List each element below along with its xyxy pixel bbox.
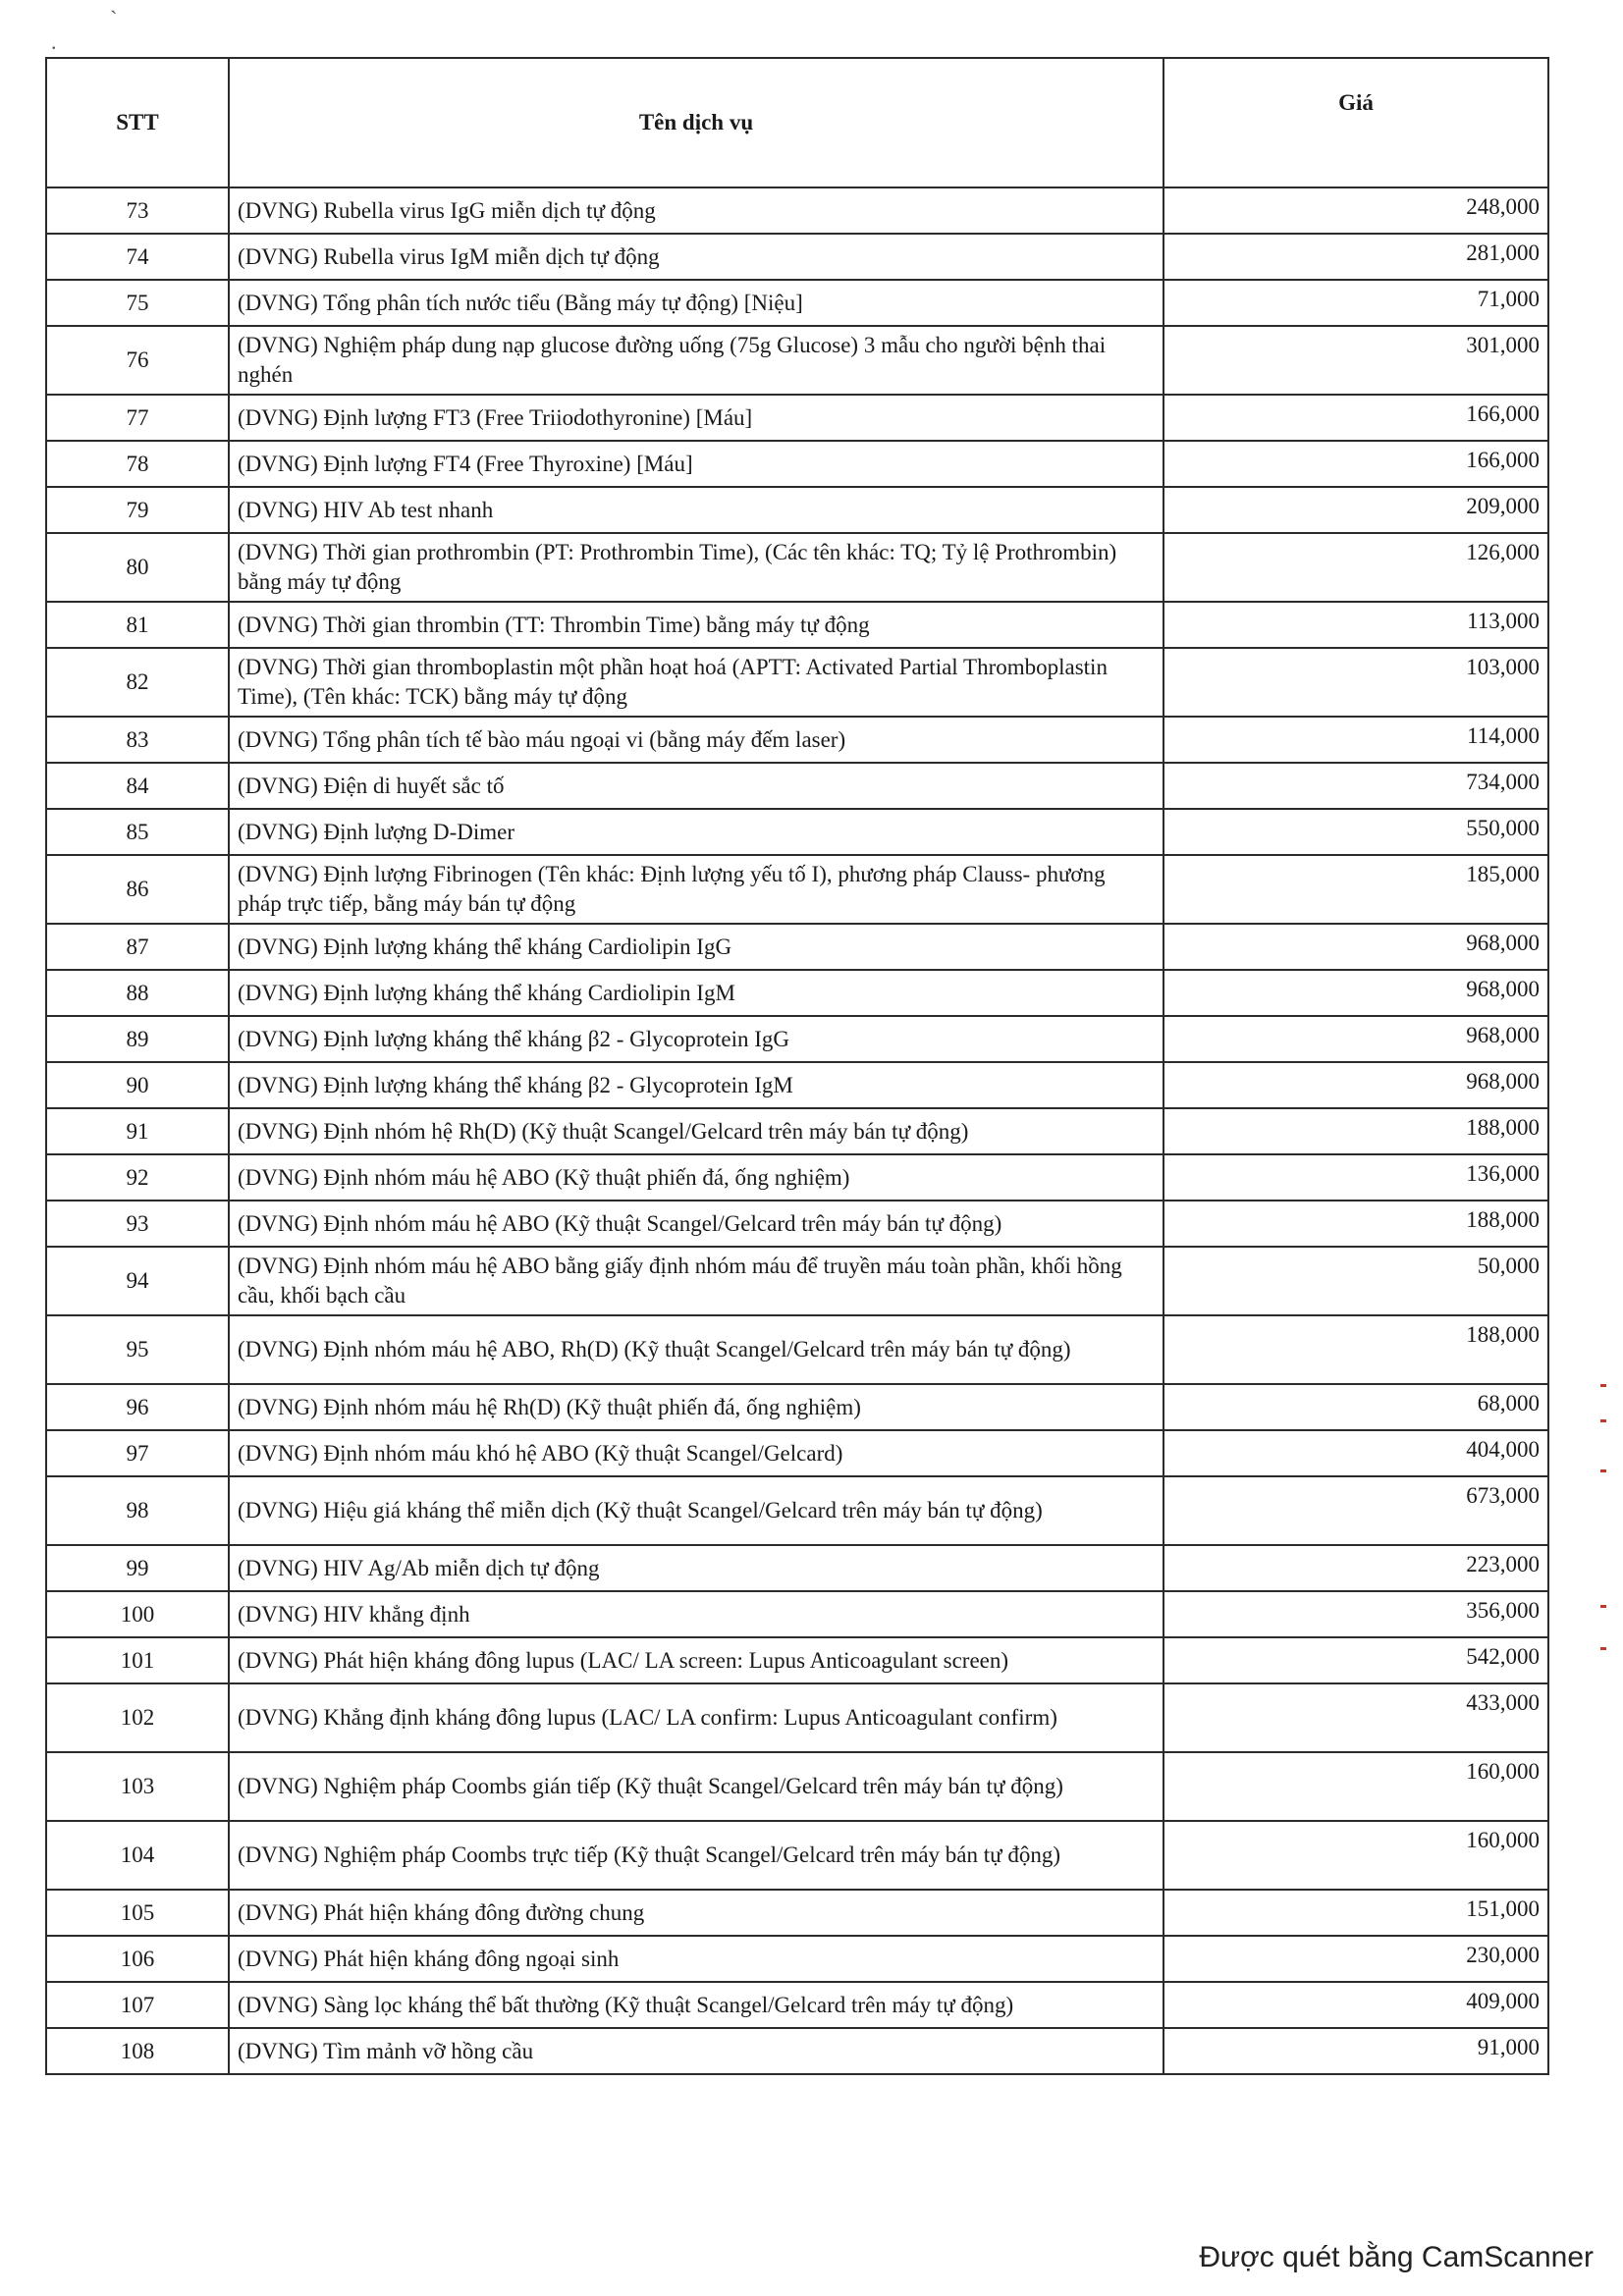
row-price: 433,000 [1163, 1683, 1548, 1752]
row-service-name: (DVNG) Phát hiện kháng đông đường chung [229, 1890, 1163, 1936]
row-price: 673,000 [1163, 1476, 1548, 1545]
row-stt: 89 [46, 1016, 229, 1062]
table-row [46, 1062, 1548, 1108]
row-service-name: (DVNG) Phát hiện kháng đông lupus (LAC/ LA screen: Lupus Anticoagulant screen) [229, 1637, 1163, 1683]
row-service-name: (DVNG) Định lượng D-Dimer [229, 809, 1163, 855]
scan-mark [1600, 1647, 1606, 1650]
row-service-name: (DVNG) Định lượng FT3 (Free Triiodothyronine) [Máu] [229, 395, 1163, 441]
table-row [46, 809, 1548, 855]
row-price: 71,000 [1163, 280, 1548, 326]
row-price: 223,000 [1163, 1545, 1548, 1591]
row-service-name: (DVNG) Thời gian thrombin (TT: Thrombin Time) bằng máy tự động [229, 602, 1163, 648]
table-row [46, 1936, 1548, 1982]
row-stt: 107 [46, 1982, 229, 2028]
table-row [46, 602, 1548, 648]
row-price: 166,000 [1163, 441, 1548, 487]
row-price: 281,000 [1163, 234, 1548, 280]
table-row [46, 395, 1548, 441]
table-row [46, 1315, 1548, 1384]
row-stt: 91 [46, 1108, 229, 1154]
row-price: 166,000 [1163, 395, 1548, 441]
row-price: 209,000 [1163, 487, 1548, 533]
table-header-row [46, 58, 1548, 187]
price-table [45, 57, 1549, 2075]
scan-mark: ` [110, 6, 118, 30]
row-stt: 80 [46, 533, 229, 602]
row-price: 160,000 [1163, 1821, 1548, 1890]
row-service-name: (DVNG) Định lượng kháng thể kháng β2 - Glycoprotein IgG [229, 1016, 1163, 1062]
row-stt: 92 [46, 1154, 229, 1201]
row-price: 113,000 [1163, 602, 1548, 648]
row-stt: 104 [46, 1821, 229, 1890]
row-stt: 85 [46, 809, 229, 855]
row-service-name: (DVNG) Tìm mảnh vỡ hồng cầu [229, 2028, 1163, 2074]
row-stt: 87 [46, 924, 229, 970]
row-price: 409,000 [1163, 1982, 1548, 2028]
row-service-name: (DVNG) Định nhóm máu hệ Rh(D) (Kỹ thuật phiến đá, ống nghiệm) [229, 1384, 1163, 1430]
row-service-name: (DVNG) Khẳng định kháng đông lupus (LAC/ LA confirm: Lupus Anticoagulant confirm) [229, 1683, 1163, 1752]
row-stt: 100 [46, 1591, 229, 1637]
table-row [46, 717, 1548, 763]
table-row [46, 1752, 1548, 1821]
row-stt: 95 [46, 1315, 229, 1384]
row-stt: 101 [46, 1637, 229, 1683]
row-service-name: (DVNG) Rubella virus IgM miễn dịch tự động [229, 234, 1163, 280]
row-stt: 99 [46, 1545, 229, 1591]
table-row [46, 234, 1548, 280]
row-stt: 83 [46, 717, 229, 763]
row-service-name: (DVNG) Định nhóm máu hệ ABO bằng giấy định nhóm máu để truyền máu toàn phần, khối hồng cầu, khối bạch cầu [229, 1247, 1163, 1315]
row-service-name: (DVNG) Định lượng kháng thể kháng Cardiolipin IgM [229, 970, 1163, 1016]
table-row [46, 1683, 1548, 1752]
row-service-name: (DVNG) HIV Ag/Ab miễn dịch tự động [229, 1545, 1163, 1591]
row-service-name: (DVNG) Nghiệm pháp Coombs trực tiếp (Kỹ thuật Scangel/Gelcard trên máy bán tự động) [229, 1821, 1163, 1890]
row-stt: 108 [46, 2028, 229, 2074]
row-service-name: (DVNG) Định lượng kháng thể kháng Cardiolipin IgG [229, 924, 1163, 970]
row-stt: 93 [46, 1201, 229, 1247]
scan-mark: . [51, 29, 57, 54]
scan-mark [1600, 1605, 1606, 1608]
table-row [46, 855, 1548, 924]
table-row [46, 1384, 1548, 1430]
scan-mark [1600, 1384, 1606, 1387]
table-row [46, 1476, 1548, 1545]
row-service-name: (DVNG) Hiệu giá kháng thể miễn dịch (Kỹ thuật Scangel/Gelcard trên máy bán tự động) [229, 1476, 1163, 1545]
table-row [46, 1637, 1548, 1683]
row-stt: 97 [46, 1430, 229, 1476]
table-row [46, 970, 1548, 1016]
row-stt: 81 [46, 602, 229, 648]
table-row [46, 1430, 1548, 1476]
row-service-name: (DVNG) Sàng lọc kháng thể bất thường (Kỹ thuật Scangel/Gelcard trên máy tự động) [229, 1982, 1163, 2028]
row-stt: 94 [46, 1247, 229, 1315]
table-row [46, 487, 1548, 533]
row-stt: 106 [46, 1936, 229, 1982]
table-row [46, 763, 1548, 809]
table-row [46, 1154, 1548, 1201]
row-service-name: (DVNG) Tổng phân tích tế bào máu ngoại vi (bằng máy đếm laser) [229, 717, 1163, 763]
row-stt: 96 [46, 1384, 229, 1430]
scan-mark [1600, 1469, 1606, 1472]
row-price: 68,000 [1163, 1384, 1548, 1430]
row-service-name: (DVNG) Định nhóm máu hệ ABO (Kỹ thuật Scangel/Gelcard trên máy bán tự động) [229, 1201, 1163, 1247]
row-price: 968,000 [1163, 1062, 1548, 1108]
row-service-name: (DVNG) Định nhóm máu hệ ABO, Rh(D) (Kỹ thuật Scangel/Gelcard trên máy bán tự động) [229, 1315, 1163, 1384]
header-service-name: Tên dịch vụ [229, 58, 1163, 187]
row-service-name: (DVNG) Rubella virus IgG miễn dịch tự động [229, 187, 1163, 234]
row-price: 356,000 [1163, 1591, 1548, 1637]
row-price: 248,000 [1163, 187, 1548, 234]
row-service-name: (DVNG) Nghiệm pháp dung nạp glucose đường uống (75g Glucose) 3 mẫu cho người bệnh thai nghén [229, 326, 1163, 395]
row-service-name: (DVNG) Định nhóm hệ Rh(D) (Kỹ thuật Scangel/Gelcard trên máy bán tự động) [229, 1108, 1163, 1154]
table-row [46, 441, 1548, 487]
table-row [46, 648, 1548, 717]
header-stt: STT [46, 58, 229, 187]
table-row [46, 533, 1548, 602]
row-stt: 79 [46, 487, 229, 533]
row-service-name: (DVNG) Phát hiện kháng đông ngoại sinh [229, 1936, 1163, 1982]
row-price: 230,000 [1163, 1936, 1548, 1982]
row-stt: 75 [46, 280, 229, 326]
row-price: 103,000 [1163, 648, 1548, 717]
row-price: 968,000 [1163, 924, 1548, 970]
table-row [46, 1545, 1548, 1591]
row-price: 301,000 [1163, 326, 1548, 395]
table-row [46, 1016, 1548, 1062]
row-price: 188,000 [1163, 1315, 1548, 1384]
row-service-name: (DVNG) HIV khẳng định [229, 1591, 1163, 1637]
header-price: Giá [1163, 58, 1548, 187]
table-row [46, 1108, 1548, 1154]
row-service-name: (DVNG) HIV Ab test nhanh [229, 487, 1163, 533]
table-row [46, 1982, 1548, 2028]
row-stt: 102 [46, 1683, 229, 1752]
row-price: 185,000 [1163, 855, 1548, 924]
row-price: 91,000 [1163, 2028, 1548, 2074]
row-service-name: (DVNG) Định lượng FT4 (Free Thyroxine) [Máu] [229, 441, 1163, 487]
row-price: 151,000 [1163, 1890, 1548, 1936]
row-stt: 73 [46, 187, 229, 234]
row-stt: 86 [46, 855, 229, 924]
row-stt: 84 [46, 763, 229, 809]
row-price: 114,000 [1163, 717, 1548, 763]
table-row [46, 1591, 1548, 1637]
row-price: 50,000 [1163, 1247, 1548, 1315]
row-price: 734,000 [1163, 763, 1548, 809]
row-service-name: (DVNG) Định nhóm máu khó hệ ABO (Kỹ thuật Scangel/Gelcard) [229, 1430, 1163, 1476]
row-service-name: (DVNG) Nghiệm pháp Coombs gián tiếp (Kỹ thuật Scangel/Gelcard trên máy bán tự động) [229, 1752, 1163, 1821]
row-price: 188,000 [1163, 1108, 1548, 1154]
row-price: 968,000 [1163, 1016, 1548, 1062]
row-stt: 103 [46, 1752, 229, 1821]
row-stt: 98 [46, 1476, 229, 1545]
row-stt: 88 [46, 970, 229, 1016]
row-service-name: (DVNG) Thời gian thromboplastin một phần hoạt hoá (APTT: Activated Partial Thromboplastin Time), (Tên khác: TCK) bằng máy tự động [229, 648, 1163, 717]
row-service-name: (DVNG) Thời gian prothrombin (PT: Prothrombin Time), (Các tên khác: TQ; Tỷ lệ Prothrombin) bằng máy tự động [229, 533, 1163, 602]
row-service-name: (DVNG) Định nhóm máu hệ ABO (Kỹ thuật phiến đá, ống nghiệm) [229, 1154, 1163, 1201]
scan-mark [1600, 1419, 1606, 1422]
row-price: 188,000 [1163, 1201, 1548, 1247]
table-row [46, 280, 1548, 326]
row-stt: 77 [46, 395, 229, 441]
row-stt: 82 [46, 648, 229, 717]
table-row [46, 2028, 1548, 2074]
row-price: 550,000 [1163, 809, 1548, 855]
row-service-name: (DVNG) Định lượng Fibrinogen (Tên khác: Định lượng yếu tố I), phương pháp Clauss- phương pháp trực tiếp, bằng máy bán tự động [229, 855, 1163, 924]
row-price: 542,000 [1163, 1637, 1548, 1683]
table-row [46, 1247, 1548, 1315]
table-row [46, 1821, 1548, 1890]
table-row [46, 1201, 1548, 1247]
row-service-name: (DVNG) Điện di huyết sắc tố [229, 763, 1163, 809]
row-service-name: (DVNG) Tổng phân tích nước tiểu (Bằng máy tự động) [Niệu] [229, 280, 1163, 326]
row-price: 160,000 [1163, 1752, 1548, 1821]
row-stt: 74 [46, 234, 229, 280]
row-stt: 78 [46, 441, 229, 487]
table-body [46, 187, 1548, 2074]
table-row [46, 187, 1548, 234]
table-row [46, 1890, 1548, 1936]
row-price: 404,000 [1163, 1430, 1548, 1476]
row-stt: 105 [46, 1890, 229, 1936]
row-price: 968,000 [1163, 970, 1548, 1016]
table-row [46, 326, 1548, 395]
camscanner-watermark: Được quét bằng CamScanner [1199, 2241, 1594, 2273]
table-row [46, 924, 1548, 970]
row-stt: 90 [46, 1062, 229, 1108]
row-price: 126,000 [1163, 533, 1548, 602]
row-price: 136,000 [1163, 1154, 1548, 1201]
row-service-name: (DVNG) Định lượng kháng thể kháng β2 - Glycoprotein IgM [229, 1062, 1163, 1108]
row-stt: 76 [46, 326, 229, 395]
